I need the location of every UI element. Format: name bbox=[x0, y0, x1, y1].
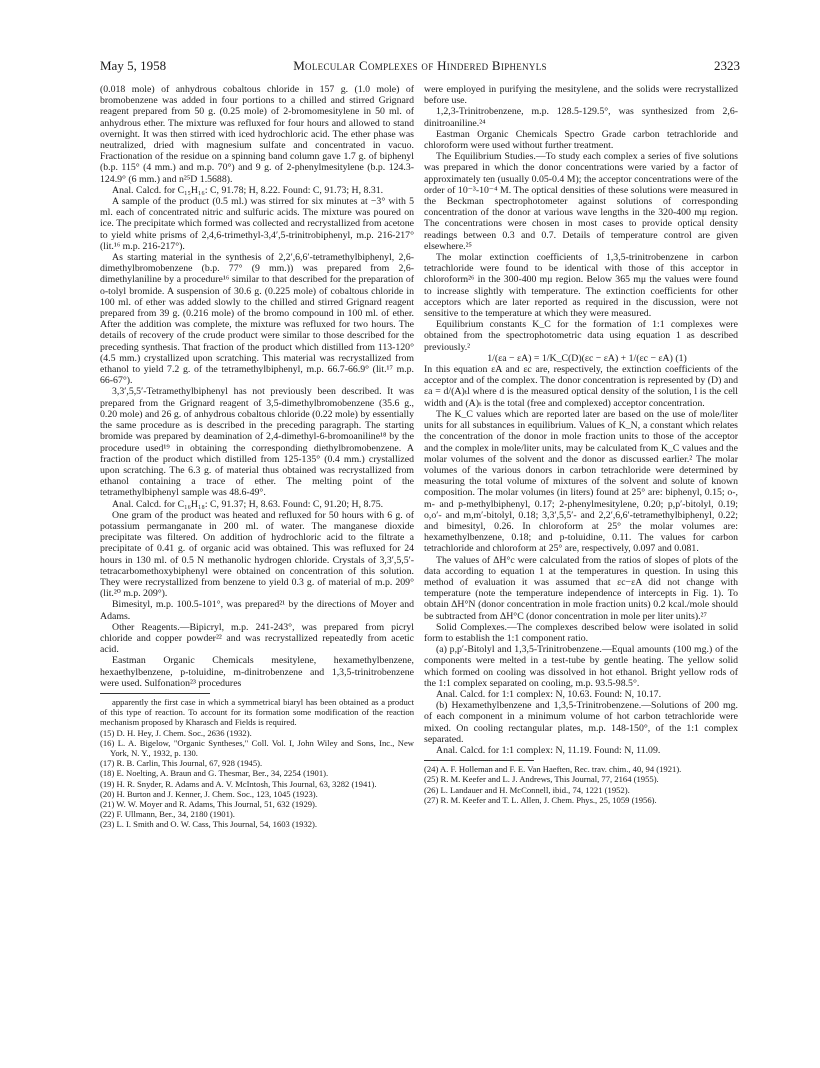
section-paragraph: The Equilibrium Studies.—To study each complex a series of five solutions was prepared in which the donor concentrations were varied by a factor of approximately ten (usually 0.05-0.4 M); the acceptor concentrations were of the order of 10⁻³-10⁻⁴ M. The optical densities of these solutions were measured in the Beckman spectrophotometer against solutions of corresponding concentration of the donor at various wave lengths in the 320-400 mμ region. The concentrations were chosen in most cases to provide optical density readings between 0.3 and 0.7. Details of temperature control are given elsewhere.²⁵ bbox=[424, 151, 738, 252]
analysis-line: Anal. Calcd. for 1:1 complex: N, 10.63. Found: N, 10.17. bbox=[436, 688, 662, 700]
header-date: May 5, 1958 bbox=[100, 58, 167, 73]
paragraph: 3,3′,5,5′-Tetramethylbiphenyl has not previously been described. It was prepared from the Grignard reagent of 3,5-dimethylbromobenzene (35.6 g., 0.20 mole) and 26 g. of anhydrous cobaltous chloride (0.22 mole) by essentially the same procedure as is described in the preceding paragraph. The starting bromide was prepared by deamination of 2,4-dimethyl-6-bromoaniline¹⁸ by the procedure used¹⁹ in obtaining the corresponding diethylbromobenzene. A fraction of the product which distilled from 125-135° (0.4 mm.) crystallized upon scratching. The 6.3 g. of material thus obtained was recrystallized from ethanol containing a trace of ether. The melting point of the tetramethylbiphenyl sample was 48.6-49°. bbox=[100, 386, 414, 499]
paragraph: A sample of the product (0.5 ml.) was stirred for six minutes at −3° with 5 ml. each of concentrated nitric and sulfuric acids. The mixture was poured on ice. The precipitate which formed was collected and recrystallized from acetone to yield white prisms of 2,4,6-trimethyl-3,4′,5-trinitrobiphenyl, m.p. 216-217° (lit.¹⁶ m.p. 216-217°). bbox=[100, 196, 414, 252]
analysis-line: Anal. Calcd. for C₁₆H₁₈: C, 91.37; H, 8.63. Found: C, 91.20; H, 8.75. bbox=[112, 498, 384, 510]
paragraph: Eastman Organic Chemicals mesitylene, hexamethylbenzene, hexaethylbenzene, p-toluidine, m-dinitrobenzene and 1,3,5-trinitrobenzene were used. Sulfonation²³ procedures bbox=[100, 655, 414, 689]
page-number: 2323 bbox=[714, 58, 740, 73]
paragraph: (0.018 mole) of anhydrous cobaltous chloride in 157 g. (1.0 mole) of bromobenzene was added in four portions to a chilled and stirred Grignard reagent prepared from 50 g. (0.25 mole) of 2-bromomesitylene in 50 ml. of anhydrous ether. The mixture was refluxed for four hours and allowed to stand overnight. It was then stirred with iced hydrochloric acid. The ether phase was neutralized, dried with magnesium sulfate and concentrated in vacuo. Fractionation of the residue on a spinning band column gave 1.7 g. of biphenyl (b.p. 115° (4 mm.) and m.p. 70°) and 9 g. of 2-phenylmesitylene (b.p. 124.3-124.9° (6 mm.) and n²⁵D 1.5688). bbox=[100, 84, 414, 185]
footnote: (23) L. I. Smith and O. W. Cass, This Journal, 54, 1603 (1932). bbox=[100, 819, 318, 830]
footnote: (26) L. Landauer and H. McConnell, ibid., 74, 1221 (1952). bbox=[424, 784, 630, 795]
left-column bbox=[100, 84, 414, 830]
footnote-rule bbox=[100, 693, 210, 694]
paragraph: (b) Hexamethylbenzene and 1,3,5-Trinitrobenzene.—Solutions of 200 mg. of each component in a minimum volume of hot carbon tetrachloride were mixed. On cooling rectangular plates, m.p. 148-150°, of the 1:1 complex separated. bbox=[424, 700, 738, 745]
paragraph: Equilibrium constants K_C for the formation of 1:1 complexes were obtained from the spectrophotometric data using equation 1 as described previously.² bbox=[424, 319, 738, 353]
analysis-line: Anal. Calcd. for 1:1 complex: N, 11.19. Found: N, 11.09. bbox=[436, 744, 661, 756]
section-paragraph: Solid Complexes.—The complexes described below were isolated in solid form to establish the 1:1 component ratio. bbox=[424, 621, 738, 644]
paragraph: Bimesityl, m.p. 100.5-101°, was prepared²¹ by the directions of Moyer and Adams. bbox=[100, 599, 414, 622]
footnote: (15) D. H. Hey, J. Chem. Soc., 2636 (1932). bbox=[100, 727, 252, 738]
footnotes-right bbox=[424, 764, 738, 805]
paragraph: The values of ΔH°c were calculated from the ratios of slopes of plots of the data according to equation 1 at the temperatures in question. In using this method of evaluation it was assumed that εc−εA did not change with temperature (note the temperature independence of intercepts in Fig. 1). To obtain ΔH°N (donor concentration in mole fraction units) 0.2 kcal./mole should be subtracted from ΔH°C (donor concentration in mole per liter units).²⁷ bbox=[424, 554, 738, 622]
footnote: (22) F. Ullmann, Ber., 34, 2180 (1901). bbox=[100, 809, 235, 820]
footnote: (27) R. M. Keefer and T. L. Allen, J. Chem. Phys., 25, 1059 (1956). bbox=[424, 794, 657, 805]
footnote-rule bbox=[424, 760, 534, 761]
footnote: (24) A. F. Holleman and F. E. Van Haeften, Rec. trav. chim., 40, 94 (1921). bbox=[424, 764, 682, 775]
paragraph: One gram of the product was heated and refluxed for 50 hours with 6 g. of potassium permanganate in 200 ml. of water. The manganese dioxide precipitate was filtered. On addition of hydrochloric acid to the filtrate a precipitate of 0.41 g. of organic acid was obtained. This was refluxed for 24 hours in 130 ml. of 0.5 N methanolic hydrogen chloride. Crystals of 3,3′,5,5′-tetracarbomethoxybiphenyl were obtained on concentration of this solution. They were recrystallized from benzene to yield 0.3 g. of material of m.p. 209° (lit.²⁰ m.p. 209°). bbox=[100, 509, 414, 600]
paragraph: Eastman Organic Chemicals Spectro Grade carbon tetrachloride and chloroform were used without further treatment. bbox=[424, 128, 738, 152]
footnote: (20) H. Burton and J. Kenner, J. Chem. Soc., 123, 1045 (1923). bbox=[100, 788, 318, 799]
footnote: (16) L. A. Bigelow, "Organic Syntheses," Coll. Vol. I, John Wiley and Sons, Inc., New York, N. Y., 1932, p. 130. bbox=[100, 737, 414, 758]
paragraph: As starting material in the synthesis of 2,2′,6,6′-tetramethylbiphenyl, 2,6-dimethylbromobenzene (b.p. 77° (9 mm.)) was prepared from 2,6-dimethylaniline by a procedure¹⁶ similar to that described for the preparation of o-tolyl bromide. A suspension of 30.6 g. (0.225 mole) of cobaltous chloride in 100 ml. of ether was added slowly to the chilled and stirred Grignard reagent prepared from 39 g. (0.216 mole) of the bromo compound in 100 ml. of ether. After the addition was complete, the mixture was refluxed for two hours. The details of recovery of the crude product were similar to those described for the preceding synthesis. That fraction of the product which distilled from 113-120° (4.5 mm.) crystallized upon scratching. This material was recrystallized from ethanol to yield 7.2 g. of the tetramethylbiphenyl, m.p. 66.7-66.9° (lit.¹⁷ m.p. 66-67°). bbox=[100, 252, 414, 387]
paragraph: 1,2,3-Trinitrobenzene, m.p. 128.5-129.5°, was synthesized from 2,6-dinitroaniline.²⁴ bbox=[424, 106, 738, 129]
equation-1: 1/(εa − εA) = 1/K_C(D)(εc − εA) + 1/(εc − εA) (1) bbox=[487, 352, 687, 364]
footnote: apparently the first case in which a symmetrical biaryl has been obtained as a product of this type of reaction. To account for its formation some modification of the reaction mechanism proposed by Kharasch and Fields is required. bbox=[100, 696, 414, 728]
footnote: (17) R. B. Carlin, This Journal, 67, 928 (1945). bbox=[100, 758, 263, 769]
paragraph: In this equation εA and εc are, respectively, the extinction coefficients of the acceptor and of the complex. The donor concentration is represented by (D) and εa = d/(A)ₜl where d is the measured optical density of the solution, l is the cell width and (A)ₜ is the total (free and complexed) acceptor concentration. bbox=[424, 364, 738, 409]
analysis-line: Anal. Calcd. for C₁₅H₁₆: C, 91.78; H, 8.22. Found: C, 91.73; H, 8.31. bbox=[112, 184, 384, 196]
footnotes-left bbox=[100, 697, 414, 830]
section-paragraph: Other Reagents.—Bipicryl, m.p. 241-243°, was prepared from picryl chloride and copper powder²² and was recrystallized repeatedly from acetic acid. bbox=[100, 621, 414, 656]
paragraph: The K_C values which are reported later are based on the use of mole/liter units for all substances in equilibrium. Values of K_N, a constant which relates the concentration of the donor in mole fraction units to those of the acceptor and the complex in mole/liter units, may be calculated from K_C values and the molar volumes of the solvent and the donor as discussed earlier.² The molar volumes of the various donors in carbon tetrachloride were determined by measuring the total volume of mixtures of the solvent and solute of known composition. The molar volumes (in liters) found at 25° are: biphenyl, 0.15; o-, m- and p-methylbiphenyl, 0.17; 2-phenylmesitylene, 0.20; p,p′-bitolyl, 0.19; o,o′- and m,m′-bitolyl, 0.18; 3,3′,5,5′- and 2,2′,6,6′-tetramethylbiphenyl, 0.22; and bimesityl, 0.26. In chloroform at 25° the molar volumes are: hexamethylbenzene, 0.18; and p-toluidine, 0.11. The values for carbon tetrachloride and chloroform at 25° are, respectively, 0.097 and 0.081. bbox=[424, 408, 738, 555]
running-header bbox=[100, 58, 740, 74]
footnote: (19) H. R. Snyder, R. Adams and A. V. McIntosh, This Journal, 63, 3282 (1941). bbox=[100, 778, 377, 789]
paragraph: The molar extinction coefficients of 1,3,5-trinitrobenzene in carbon tetrachloride were found to be identical with those of this acceptor in chloroform²⁶ in the 300-400 mμ region. Below 365 mμ the values were found to increase slightly with temperature. The extinction coefficients for other acceptors which are later reported as required in the discussion, were not sensitive to the temperature at which they were measured. bbox=[424, 252, 738, 320]
right-column bbox=[424, 84, 738, 805]
paragraph: were employed in purifying the mesitylene, and the solids were recrystallized before use. bbox=[424, 84, 738, 107]
footnote: (18) E. Noelting, A. Braun and G. Thesmar, Ber., 34, 2254 (1901). bbox=[100, 768, 329, 779]
footnote: (25) R. M. Keefer and L. J. Andrews, This Journal, 77, 2164 (1955). bbox=[424, 774, 659, 785]
header-title: Molecular Complexes of Hindered Biphenyls bbox=[293, 58, 547, 73]
paragraph: (a) p,p′-Bitolyl and 1,3,5-Trinitrobenzene.—Equal amounts (100 mg.) of the components were melted in a test-tube by gentle heating. The yellow solid which formed on cooling was dissolved in hot ethanol. Bright yellow rods of the 1:1 complex separated on cooling, m.p. 93.5-98.5°. bbox=[424, 644, 738, 689]
footnote: (21) W. W. Moyer and R. Adams, This Journal, 51, 632 (1929). bbox=[100, 799, 318, 809]
